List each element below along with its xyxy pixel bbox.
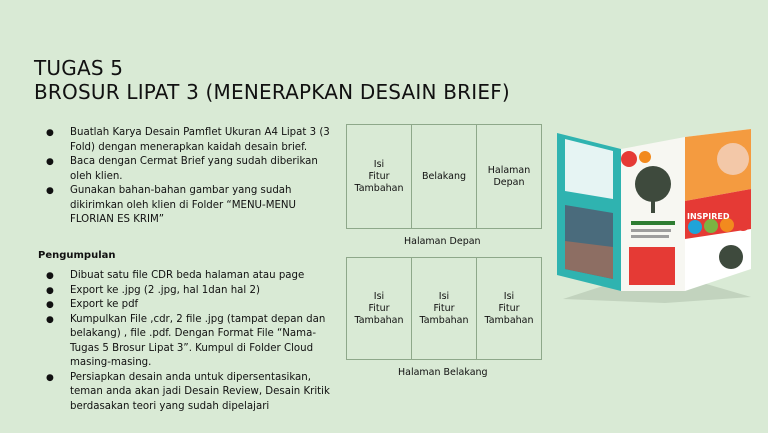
panel-text: Tambahan (419, 314, 469, 326)
brochure-dot (736, 217, 750, 231)
brochure-inspired-text: INSPIRED (687, 212, 730, 221)
front-panel-middle (412, 125, 477, 228)
panel-text: Fitur (433, 302, 455, 314)
back-layout-caption: Halaman Belakang (398, 367, 488, 378)
front-panel-left (347, 125, 412, 228)
panel-text: Fitur (368, 170, 390, 182)
brochure-text-line (631, 235, 669, 238)
brochure-dot (688, 220, 702, 234)
panel-text: Isi (373, 158, 385, 170)
back-panel-right (477, 258, 541, 359)
panel-text: Isi (373, 290, 385, 302)
title-line-1: TUGAS 5 (34, 56, 124, 80)
list-item: ● Kumpulkan File ,cdr, 2 file .jpg (tampat depan dan belakang) , file .pdf. Dengan Format File “Nama-Tugas 5 Brosur Lipat 3”. Kumpul di Folder Cloud masing-masing. (34, 313, 339, 371)
brochure-mockup-image (555, 129, 755, 304)
instruction-list (34, 126, 334, 228)
list-item: ● Persiapkan desain anda untuk dipersentasikan, teman anda akan jadi Desain Review, Desain Kritik berdasakan teori yang sudah dipelajari (34, 371, 339, 415)
brochure-child-photo (717, 143, 749, 175)
panel-text: Depan (493, 176, 525, 188)
front-layout-caption: Halaman Depan (404, 236, 481, 247)
list-item: ● Export ke .jpg (2 .jpg, hal 1dan hal 2) (34, 284, 339, 299)
title-line-2: BROSUR LIPAT 3 (MENERAPKAN DESAIN BRIEF) (34, 80, 510, 104)
slide-title (34, 56, 510, 104)
list-item: ● Baca dengan Cermat Brief yang sudah diberikan oleh klien. (34, 155, 334, 184)
panel-text: Tambahan (354, 182, 404, 194)
submission-heading: Pengumpulan (38, 250, 116, 261)
brochure-heading-bar (631, 221, 675, 225)
front-layout-table (346, 124, 542, 229)
brochure-tree-trunk (651, 197, 655, 213)
panel-text: Fitur (498, 302, 520, 314)
list-item: ● Export ke pdf (34, 298, 339, 313)
list-item: ● Gunakan bahan-bahan gambar yang sudah dikirimkan oleh klien di Folder “MENU-MENU FLORIAN ES KRIM” (34, 184, 334, 228)
back-panel-middle (412, 258, 477, 359)
brochure-text-line (631, 229, 671, 232)
panel-text: Tambahan (354, 314, 404, 326)
panel-text: Halaman (487, 164, 531, 176)
list-item: ● Buatlah Karya Desain Pamflet Ukuran A4 Lipat 3 (3 Fold) dengan menerapkan kaidah desain brief. (34, 126, 334, 155)
list-item: ● Dibuat satu file CDR beda halaman atau page (34, 269, 339, 284)
brochure-tree-icon (635, 166, 671, 202)
submission-list (34, 269, 339, 414)
panel-text: Isi (503, 290, 515, 302)
front-panel-right (477, 125, 541, 228)
brochure-dot (704, 219, 718, 233)
brochure-orange-circle (639, 151, 651, 163)
panel-text: Belakang (421, 170, 467, 182)
panel-text: Fitur (368, 302, 390, 314)
back-layout-table (346, 257, 542, 360)
brochure-photo-block (629, 247, 675, 285)
brochure-small-tree (719, 245, 743, 269)
panel-text: Isi (438, 290, 450, 302)
back-panel-left (347, 258, 412, 359)
brochure-red-circle (621, 151, 637, 167)
panel-text: Tambahan (484, 314, 534, 326)
